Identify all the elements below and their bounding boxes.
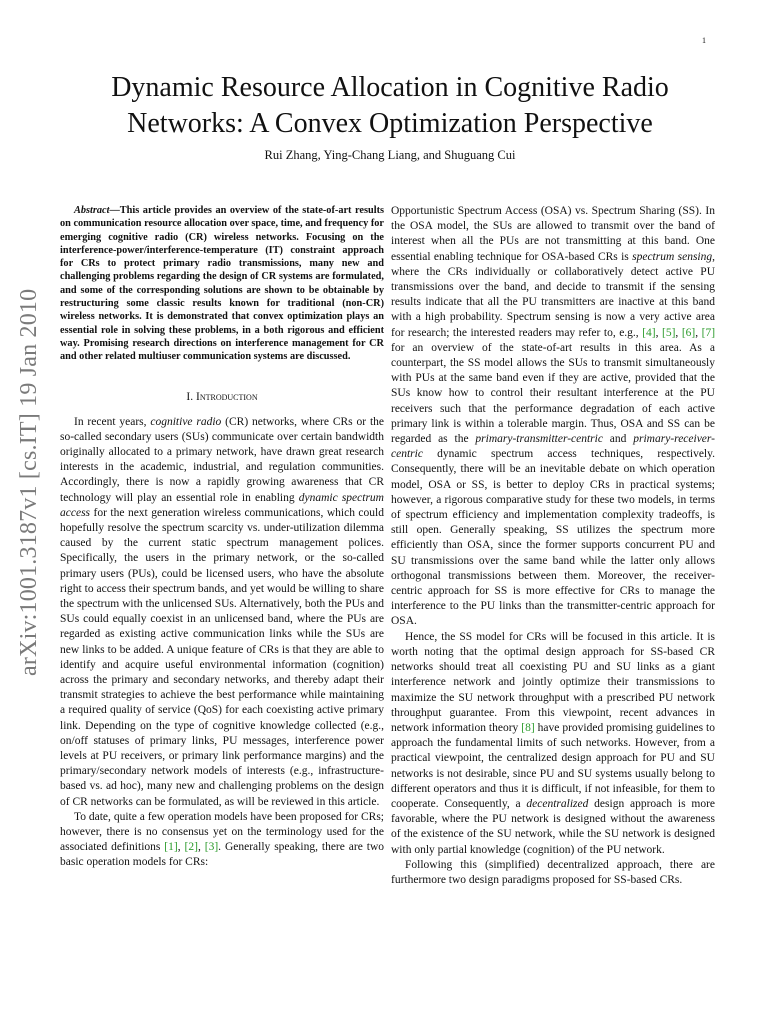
title-line-2: Networks: A Convex Optimization Perspective [127, 108, 653, 139]
citation-link[interactable]: [5] [662, 326, 676, 339]
paragraph-5: Following this (simplified) decentralized approach, there are furthermore two design paradigms proposed for SS-based CRs. [391, 858, 715, 886]
citation-link[interactable]: [1] [164, 841, 178, 854]
left-column [60, 204, 384, 871]
title-line-1: Dynamic Resource Allocation in Cognitive Radio [111, 72, 669, 103]
arxiv-stamp: arXiv:1001.3187v1 [cs.IT] 19 Jan 2010 [16, 288, 42, 676]
paragraph-1: In recent years, cognitive radio (CR) networks, where CRs or the so-called secondary users (SUs) communicate over certain bandwidth originally allocated to a primary network, have drawn great research interests in the academic, industrial, and regulation communities. Accordingly, there is now a rapidly growing awareness that CR technology will play an essential role in enabling dynamic spectrum access for the next generation wireless communications, which could hopefully resolve the spectrum scarcity vs. under-utilization dilemma caused by the current static spectrum management polices. Specifically, the users in the primary network, or the so-called primary users (PUs), could be licensed users, who have the absolute right to access their spectrum bands, and yet would be willing to share the spectrum with the unlicensed SUs. Alternatively, both the PUs and SUs could equally coexist in an unlicensed band, where the PUs are regarded as existing active communication links while the SUs are new links to be added. A unique feature of CRs is that they are able to identify and acquire useful environmental information (cognition) across the primary and secondary networks, and thereby adapt their transmit strategies to achieve the best performance while maintaining a required quality of service (QoS) for each coexisting active primary link. Depending on the type of cognitive knowledge collected (e.g., on/off statuses of primary links, PU messages, interference power levels at PU receivers, or primary link performance margins) and the primary/secondary network models of interests (e.g., infrastructure-based vs. ad hoc), many new and challenging problems on the design of CR networks can be formulated, as will be reviewed in this article. [60, 415, 384, 808]
citation-link[interactable]: [8] [521, 721, 535, 734]
citation-link[interactable]: [3] [204, 841, 219, 854]
right-column [391, 204, 715, 888]
citation-link[interactable]: [6] [681, 326, 696, 339]
paragraph-3: Opportunistic Spectrum Access (OSA) vs. Spectrum Sharing (SS). In the OSA model, the SUs are allowed to transmit over the band of interest when all the PUs are not transmitting at this band. One essential enabling technique for OSA-based CRs is spectrum sensing, where the CRs individually or collaboratively detect active PU transmissions over the band, and decide to transmit if the sensing results indicate that all the PU transmitters are inactive at this band with a high probability. Spectrum sensing is now a very active area for research; the interested readers may refer to, e.g., [4], [5], [6], [7] for an overview of the state-of-art results in this area. As a counterpart, the SS model allows the SUs to transmit simultaneously with PUs at the same band even if they are active, provided that the SUs know how to control their resultant interference at the PU receivers such that the performance degradation of each active primary link is within a tolerable margin. Thus, OSA and SS can be regarded as the primary-transmitter-centric and primary-receiver-centric dynamic spectrum access techniques, respectively. Consequently, there will be an inevitable debate on which operation model, OSA or SS, is better to deploy CRs in practical systems; however, a rigorous comparative study for these two models, in terms of spectrum efficiency and implementation complexity tradeoffs, is still open. Generally speaking, SS utilizes the spectrum more efficiently than OSA, since the former supports concurrent PU and SU transmissions over the same band while the latter only allows orthogonal transmissions between them. Moreover, the receiver-centric approach for SS is more effective for CRs to manage the interference to the PU links than the transmitter-centric approach for OSA. [391, 205, 716, 628]
author-list: Rui Zhang, Ying-Chang Liang, and Shuguang Cui [264, 148, 516, 162]
citation-link[interactable]: [2] [184, 841, 198, 854]
citation-link[interactable]: [7] [701, 326, 716, 339]
citation-link[interactable]: [4] [642, 326, 656, 339]
paper-title [60, 70, 720, 142]
paragraph-2: To date, quite a few operation models have been proposed for CRs; however, there is no consensus yet on the terminology used for the associated definitions [1], [2], [3]. Generally speaking, there are two basic operation models for CRs: [60, 810, 384, 869]
abstract-label: Abstract [74, 205, 110, 216]
section-heading-introduction: I. Introduction [186, 390, 258, 403]
paragraph-4: Hence, the SS model for CRs will be focused in this article. It is worth noting that the optimal design approach for SS-based CR networks should treat all coexisting PU and SU links as a giant interference network and jointly optimize their transmissions to maximize the SU network throughput with a prescribed PU network throughput guarantee. From this viewpoint, recent advances in network information theory [8] have provided promising guidelines to approach the fundamental limits of such networks. However, from a practical viewpoint, the centralized design approach for PU and SU networks is not desirable, since PU and SU systems usually belong to different operators and thus it is difficult, if not infeasible, for them to cooperate. Consequently, a decentralized design approach is more favorable, where the PU network is designed without the awareness of the existence of the SU network, while the SU network is designed with only partial knowledge (cognition) of the PU network. [391, 630, 716, 856]
page-number: 1 [702, 36, 706, 45]
abstract-text: —This article provides an overview of the state-of-art results on communication resource allocation over space, time, and frequency for emerging cognitive radio (CR) wireless networks. Focusing on the interference-power/interference-temperature (IT) constraint approach for CRs to protect primary radio transmissions, many new and challenging problems regarding the design of CR systems are formulated, and some of the corresponding solutions are shown to be obtainable by restructuring some classic results known for traditional (non-CR) wireless networks. It is demonstrated that convex optimization plays an essential role in solving these problems, in a both rigorous and efficient way. Promising research directions on interference management for CR and other related multiuser communication systems are discussed. [60, 205, 384, 363]
abstract [60, 204, 384, 364]
